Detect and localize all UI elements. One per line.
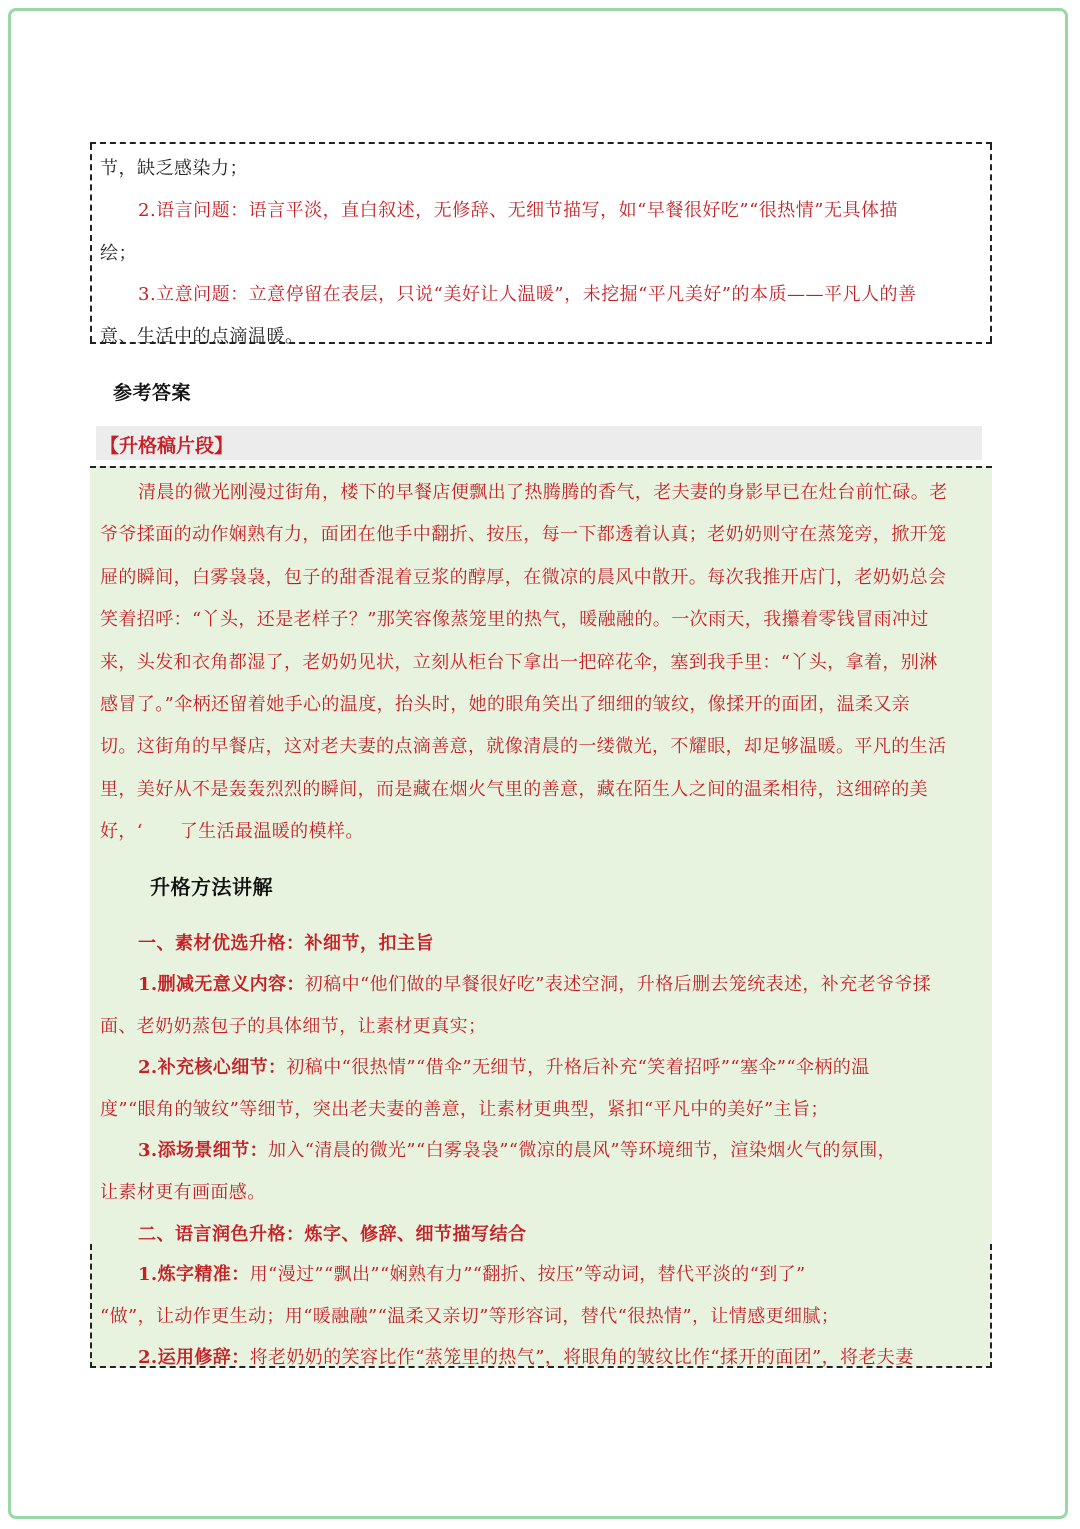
item-text: 加入“清晨的微光”“白雾袅袅”“微凉的晨风”等环境细节，渲染烟火气的氛围， <box>268 1140 897 1161</box>
passage-line: 感冒了。”伞柄还留着她手心的温度，抬头时，她的眼角笑出了细细的皱纹，像揉开的面团，温柔又亲 <box>100 694 911 715</box>
item-head: 1.删减无意义内容： <box>138 974 305 995</box>
section1-item1-cont: 面、老奶奶蒸包子的具体细节，让素材更真实； <box>100 1016 487 1037</box>
section2-item2 <box>138 1343 1018 1369</box>
section2-title: 二、语言润色升格：炼字、修辞、细节描写结合 <box>138 1224 527 1245</box>
problem-line: 绘； <box>100 243 137 264</box>
section1-item3-cont: 让素材更有画面感。 <box>100 1182 266 1203</box>
item-head: 2.运用修辞： <box>138 1347 250 1368</box>
item-head: 2.补充核心细节： <box>138 1057 287 1078</box>
item-text: 初稿中“很热情”“借伞”无细节，升格后补充“笑着招呼”“塞伞”“伞柄的温 <box>286 1057 870 1078</box>
passage-line: 笑着招呼：“丫头，还是老样子？”那笑容像蒸笼里的热气，暖融融的。一次雨天，我攥着零钱冒雨冲过 <box>100 609 929 630</box>
upgrade-title: 【升格稿片段】 <box>100 435 234 457</box>
problem-line: 节，缺乏感染力； <box>100 158 248 179</box>
problem-line: 意、生活中的点滴温暖。 <box>100 326 304 347</box>
passage-line: 切。这街角的早餐店，这对老夫妻的点滴善意，就像清晨的一缕微光，不耀眼，却足够温暖。平凡的生活 <box>100 736 947 757</box>
answer-label: 参考答案 <box>113 382 192 404</box>
passage-line: 好，‘ 了生活最温暖的模样。 <box>100 821 364 842</box>
section1-item2-cont: 度”“眼角的皱纹”等细节，突出老夫妻的善意，让素材更典型，紧扣“平凡中的美好”主旨； <box>100 1099 829 1120</box>
problem-line: 3.立意问题：立意停留在表层，只说“美好让人温暖”，未挖掘“平凡美好”的本质——平凡人的善 <box>138 284 917 305</box>
method-label: 升格方法讲解 <box>150 875 273 899</box>
problem-line: 2.语言问题：语言平淡，直白叙述，无修辞、无细节描写，如“早餐很好吃”“很热情”无具体描 <box>138 200 898 221</box>
passage-line: 来，头发和衣角都湿了，老奶奶见状，立刻从柜台下拿出一把碎花伞，塞到我手里：“丫头，拿着，别淋 <box>100 652 938 673</box>
section1-item1 <box>138 970 1018 996</box>
passage-line: 清晨的微光刚漫过街角，楼下的早餐店便飘出了热腾腾的香气，老夫妻的身影早已在灶台前忙碌。老 <box>138 482 948 503</box>
section1-item3 <box>138 1136 1018 1162</box>
passage-line: 爷爷揉面的动作娴熟有力，面团在他手中翻折、按压，每一下都透着认真；老奶奶则守在蒸笼旁，掀开笼 <box>100 524 947 545</box>
item-text: 用“漫过”“飘出”“娴熟有力”“翻折、按压”等动词，替代平淡的“到了” <box>249 1264 806 1285</box>
item-head: 1.炼字精准： <box>138 1264 250 1285</box>
divider <box>90 1244 92 1368</box>
item-text: 初稿中“他们做的早餐很好吃”表述空洞，升格后删去笼统表述，补充老爷爷揉 <box>304 974 932 995</box>
upgrade-banner <box>96 426 982 460</box>
section2-item1-cont: “做”，让动作更生动；用“暖融融”“温柔又亲切”等形容词，替代“很热情”，让情感更细腻； <box>100 1306 840 1327</box>
section1-item2 <box>138 1053 1018 1079</box>
passage-line: 里，美好从不是轰轰烈烈的瞬间，而是藏在烟火气里的善意，藏在陌生人之间的温柔相待，这细碎的美 <box>100 779 928 800</box>
problems-box <box>90 142 992 347</box>
item-text: 将老奶奶的笑容比作“蒸笼里的热气”，将眼角的皱纹比作“揉开的面团”，将老夫妻 <box>249 1347 914 1368</box>
passage-line: 屉的瞬间，白雾袅袅，包子的甜香混着豆浆的醇厚，在微凉的晨风中散开。每次我推开店门，老奶奶总会 <box>100 567 947 588</box>
item-head: 3.添场景细节： <box>138 1140 268 1161</box>
section1-title: 一、素材优选升格：补细节，扣主旨 <box>138 933 434 954</box>
section2-item1 <box>138 1260 1018 1286</box>
